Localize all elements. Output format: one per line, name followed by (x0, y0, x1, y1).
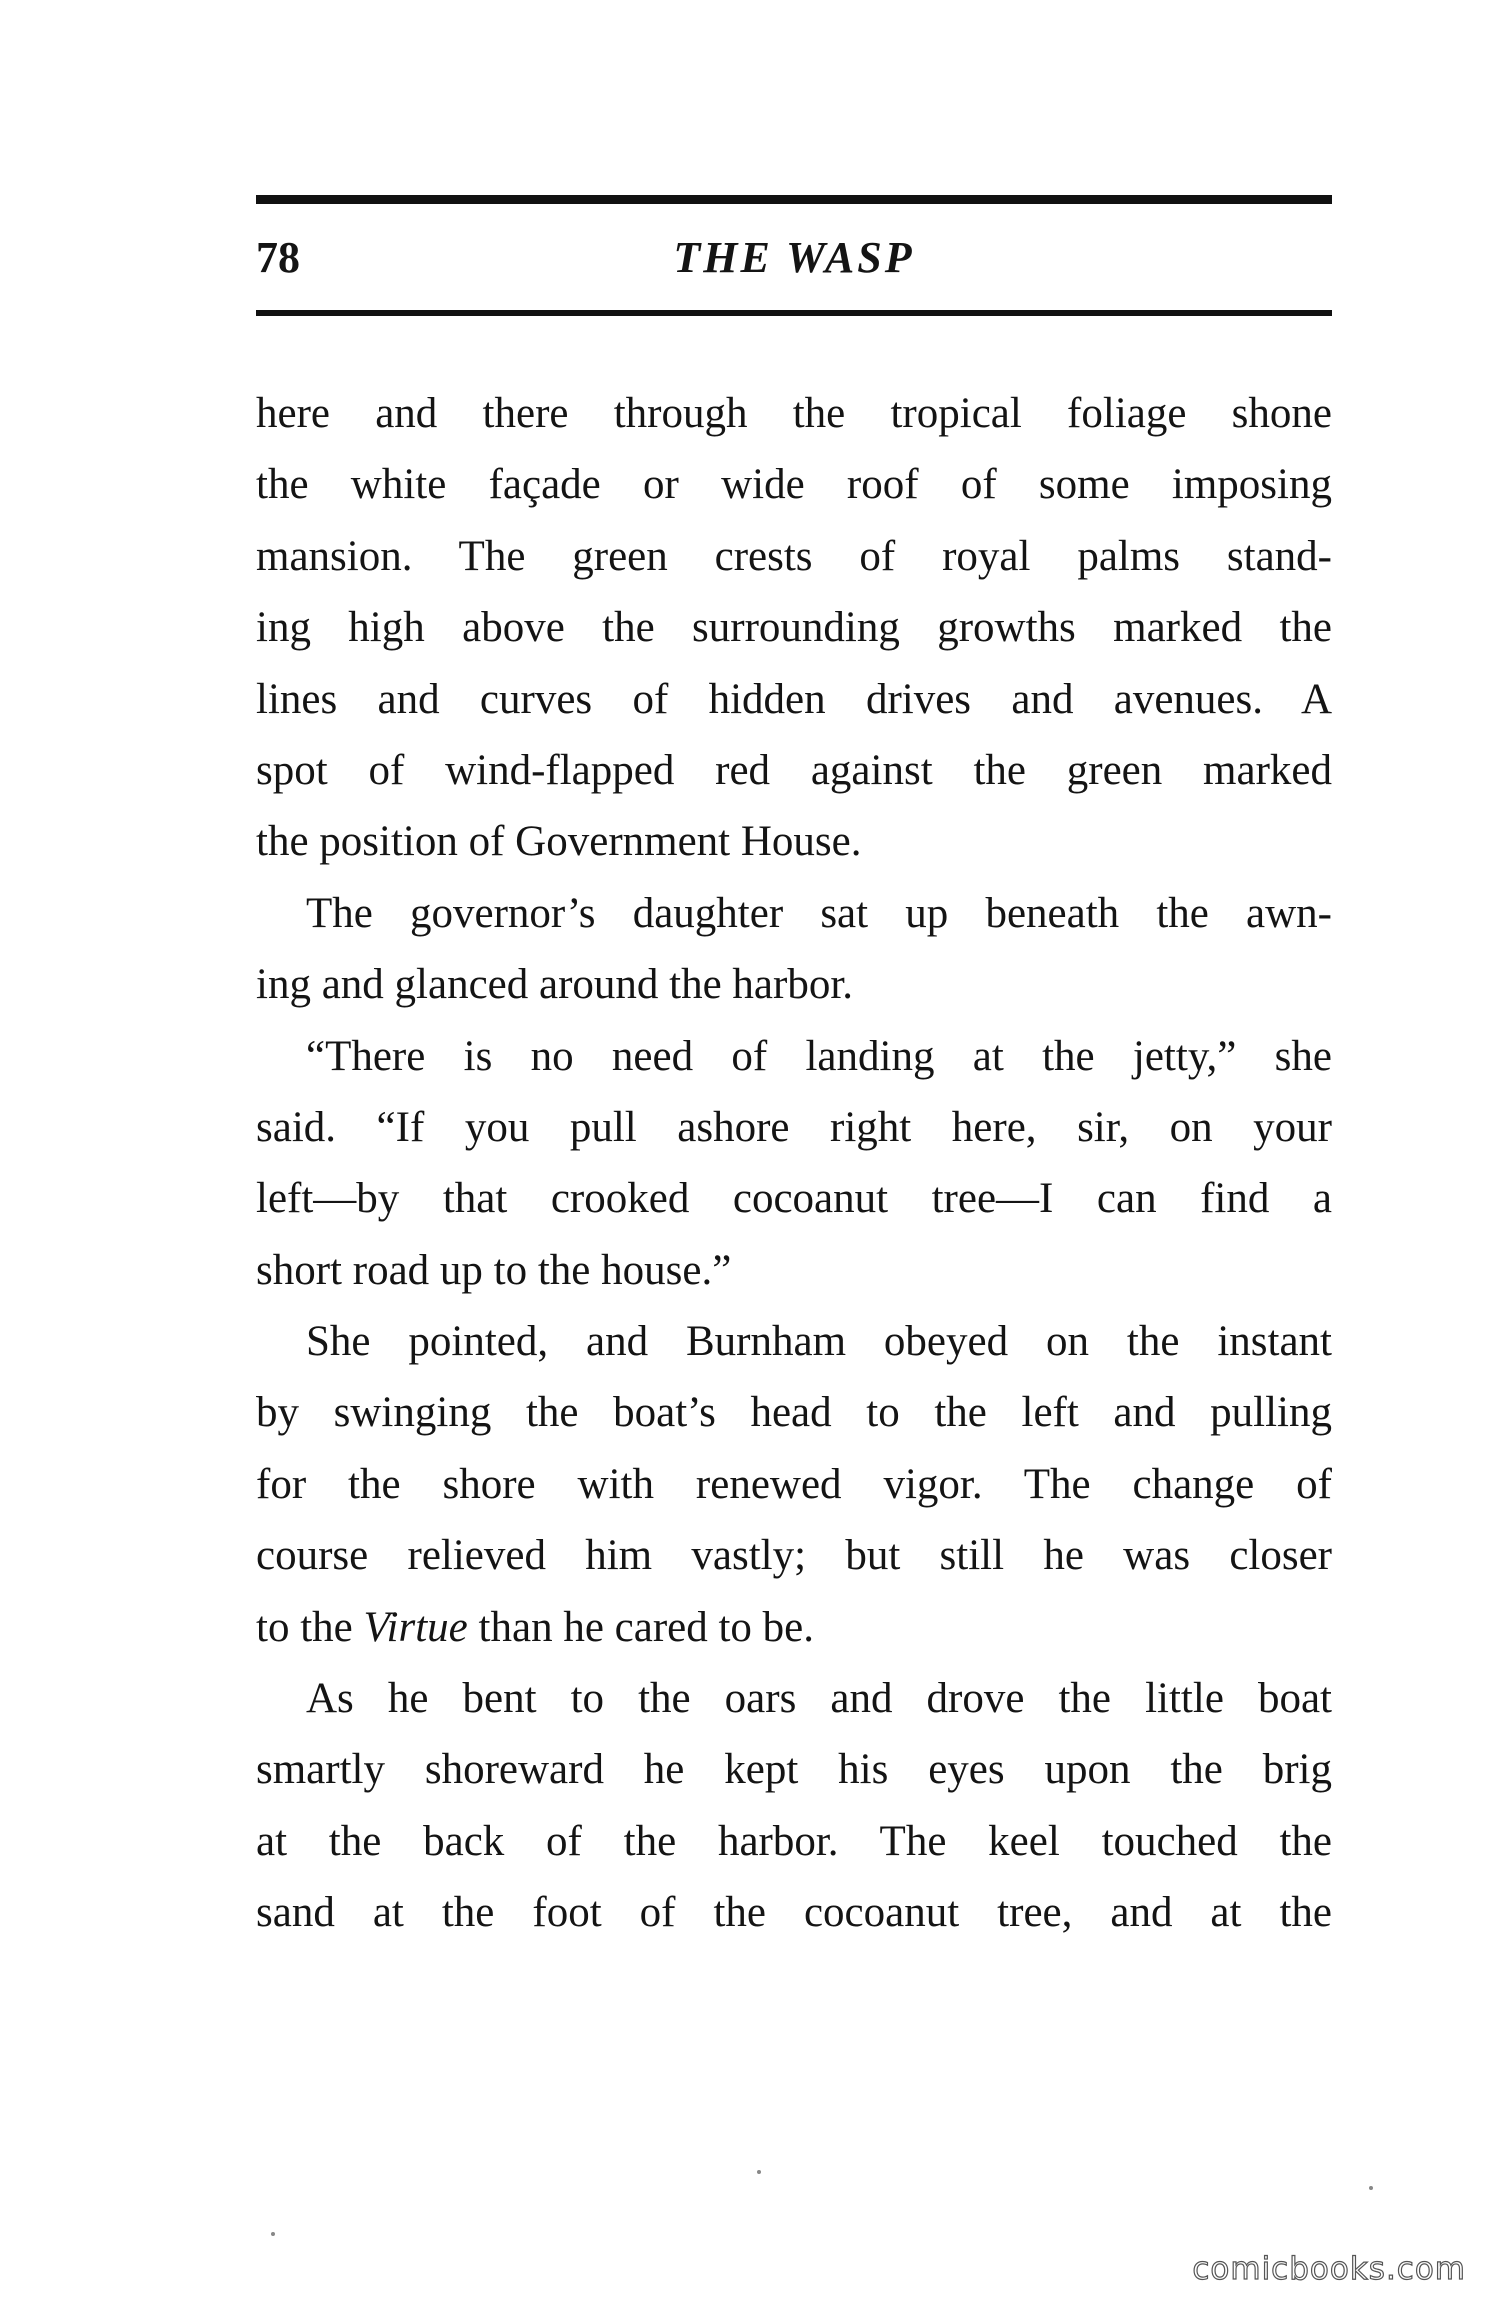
running-title: THE WASP (673, 233, 915, 282)
text-line: at the back of the harbor. The keel touched the (256, 1817, 1332, 1865)
header-rule-bottom (256, 310, 1332, 316)
text-fragment: to the (256, 1603, 364, 1651)
watermark: comicbooks.com (1192, 2251, 1466, 2287)
text-line: spot of wind-flapped red against the green marked (256, 746, 1332, 794)
text-line: ing and glanced around the harbor. (256, 961, 854, 1009)
text-line: short road up to the house.” (256, 1246, 732, 1294)
text-line: ing high above the surrounding growths marked the (256, 604, 1332, 652)
text-line: here and there through the tropical foliage shone (256, 390, 1332, 437)
text-line: the white façade or wide roof of some imposing (256, 461, 1332, 509)
ship-name-italic: Virtue (363, 1603, 468, 1651)
text-fragment: than he cared to be. (467, 1603, 815, 1651)
text-line: smartly shoreward he kept his eyes upon the brig (256, 1746, 1332, 1794)
text-line: by swinging the boat’s head to the left and pulling (256, 1389, 1332, 1437)
text-line: said. “If you pull ashore right here, sir, on your (256, 1103, 1332, 1151)
text-line: sand at the foot of the cocoanut tree, and at the (256, 1889, 1332, 1937)
text-line: “There is no need of landing at the jetty,” she (306, 1032, 1332, 1080)
text-line: As he bent to the oars and drove the little boat (306, 1675, 1332, 1723)
text-line (256, 1592, 1332, 1663)
text-line: the position of Government House. (256, 818, 862, 866)
text-line: lines and curves of hidden drives and avenues. A (256, 675, 1332, 723)
scan-speck (757, 2170, 761, 2174)
scan-speck (271, 2232, 275, 2236)
text-line: left—by that crooked cocoanut tree—I can find a (256, 1175, 1332, 1223)
page-number: 78 (256, 233, 300, 282)
text-line: for the shore with renewed vigor. The change of (256, 1460, 1332, 1508)
text-line: course relieved him vastly; but still he was closer (256, 1532, 1332, 1580)
text-line: mansion. The green crests of royal palms stand- (256, 532, 1332, 580)
header-rule-top (256, 195, 1332, 204)
text-line: She pointed, and Burnham obeyed on the instant (306, 1318, 1332, 1366)
text-line: The governor’s daughter sat up beneath the awn- (306, 889, 1332, 937)
body-text (256, 378, 1332, 1949)
scan-speck (1369, 2186, 1373, 2190)
